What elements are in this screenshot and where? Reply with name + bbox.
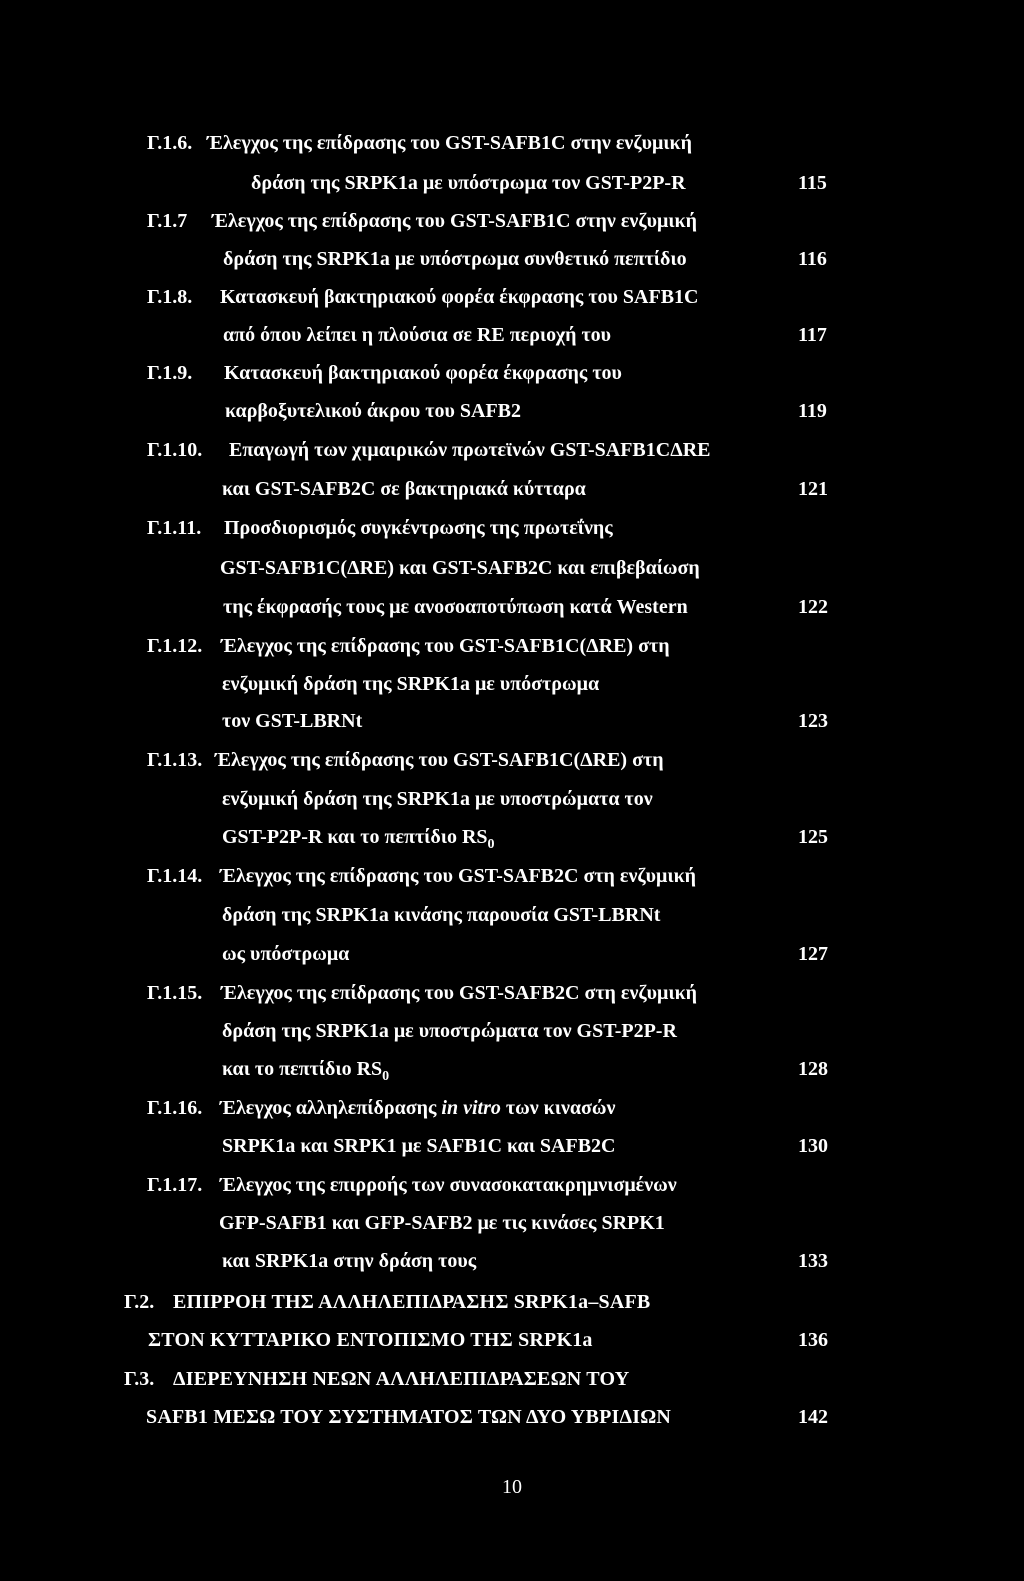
toc-entry-title: δράση της SRPK1a κινάσης παρουσία GST-LBRNt [222, 904, 661, 926]
toc-entry-number: Γ.1.6. [147, 132, 193, 154]
toc-entry-line [0, 1283, 1024, 1321]
toc-entry-line [0, 1398, 1024, 1436]
toc-entry-line [0, 896, 1024, 934]
toc-entry-title: της έκφρασής τους με ανοσοαποτύπωση κατά Western [223, 596, 688, 618]
toc-entry-number: Γ.1.9. [147, 362, 193, 384]
toc-entry-title-italic: in vitro [441, 1097, 501, 1119]
toc-entry-number: Γ.1.11. [147, 517, 202, 539]
toc-entry-line [0, 974, 1024, 1012]
toc-entry-line [0, 1012, 1024, 1050]
toc-entry-title: τον GST-LBRNt [222, 710, 363, 732]
toc-entry-title: δράση της SRPK1a με υποστρώματα τον GST-P2P-R [222, 1020, 677, 1042]
toc-entry-line [0, 354, 1024, 392]
toc-entry-number: Γ.1.12. [147, 635, 203, 657]
toc-entry-title: SRPK1a και SRPK1 με SAFB1C και SAFB2C [222, 1135, 616, 1157]
toc-entry-title: δράση της SRPK1a με υπόστρωμα συνθετικό πεπτίδιο [223, 248, 687, 270]
toc-entry-number: Γ.1.10. [147, 439, 203, 461]
toc-page-number: 122 [798, 596, 828, 618]
toc-entry-line [0, 470, 1024, 508]
toc-entry-line [0, 549, 1024, 587]
toc-entry-title: GST-SAFB1C(ΔRE) και GST-SAFB2C και επιβεβαίωση [220, 557, 700, 579]
toc-entry-title: GFP-SAFB1 και GFP-SAFB2 με τις κινάσες SRPK1 [219, 1212, 665, 1234]
toc-entry-title: ως υπόστρωμα [222, 943, 350, 965]
toc-entry-number: Γ.3. [124, 1368, 155, 1390]
toc-entry-line [0, 509, 1024, 547]
toc-entry-line [0, 780, 1024, 818]
toc-entry-title: Κατασκευή βακτηριακού φορέα έκφρασης του SAFB1C [220, 286, 699, 308]
toc-page-number: 125 [798, 826, 828, 848]
toc-entry-title: Έλεγχος της επίδρασης του GST-SAFB1C στην ενζυμική [207, 132, 692, 154]
toc-page-number: 136 [798, 1329, 828, 1351]
toc-entry-title: και GST-SAFB2C σε βακτηριακά κύτταρα [222, 478, 586, 500]
toc-entry-line [0, 588, 1024, 626]
toc-page-number: 123 [798, 710, 828, 732]
toc-page-number: 121 [798, 478, 828, 500]
toc-entry-line [0, 1360, 1024, 1398]
toc-entry-number: Γ.2. [124, 1291, 155, 1313]
toc-entry-title: ενζυμική δράση της SRPK1a με υπόστρωμα [222, 673, 600, 695]
toc-page-number: 128 [798, 1058, 828, 1080]
toc-entry-title: ενζυμική δράση της SRPK1a με υποστρώματα τον [222, 788, 653, 810]
toc-entry-line [0, 741, 1024, 779]
toc-entry-title: από όπου λείπει η πλούσια σε RE περιοχή του [223, 324, 612, 346]
toc-entry-number: Γ.1.13. [147, 749, 203, 771]
toc-page-number: 127 [798, 943, 828, 965]
toc-entry-number: Γ.1.7 [147, 210, 188, 232]
toc-entry-title: Έλεγχος της επίδρασης του GST-SAFB1C(ΔRE) στη [221, 635, 670, 657]
toc-entry-title: Έλεγχος της επίδρασης του GST-SAFB1C(ΔRE) στη [215, 749, 664, 771]
toc-entry-line [0, 1050, 1024, 1088]
toc-page-number: 115 [798, 172, 827, 194]
toc-entry-number: Γ.1.16. [147, 1097, 203, 1119]
toc-entry-title: GST-P2P-R και το πεπτίδιο $RS_0$ [222, 826, 495, 852]
toc-entry-title: καρβοξυτελικού άκρου του SAFB2 [225, 400, 521, 422]
toc-entry-line [0, 124, 1024, 162]
toc-entry-line [0, 665, 1024, 703]
toc-entry-line [0, 1127, 1024, 1165]
toc-entry-line [0, 627, 1024, 665]
toc-entry-title: Έλεγχος αλληλεπίδρασης in vitro των κινασών [220, 1097, 616, 1119]
toc-page-number: 142 [798, 1406, 828, 1428]
toc-entry-title: και SRPK1a στην δράση τους [222, 1250, 477, 1272]
toc-entry-title: ΣΤΟΝ ΚΥΤΤΑΡΙΚΟ ΕΝΤΟΠΙΣΜΟ ΤΗΣ SRPK1a [148, 1329, 593, 1351]
toc-entry-line [0, 278, 1024, 316]
toc-entry-line [0, 818, 1024, 856]
toc-entry-line [0, 702, 1024, 740]
toc-entry-title: και το πεπτίδιο $RS_0$ [222, 1058, 390, 1084]
toc-entry-title: Κατασκευή βακτηριακού φορέα έκφρασης του [224, 362, 622, 384]
toc-entry-line [0, 240, 1024, 278]
toc-entry-line [0, 1166, 1024, 1204]
toc-entry-title: Έλεγχος της επίδρασης του GST-SAFB2C στη ενζυμική [221, 982, 698, 1004]
toc-entry-line [0, 164, 1024, 202]
toc-entry-number: Γ.1.14. [147, 865, 203, 887]
toc-entry-line [0, 316, 1024, 354]
toc-entry-title: ΔΙΕΡΕΥΝΗΣΗ ΝΕΩΝ ΑΛΛΗΛΕΠΙΔΡΑΣΕΩΝ ΤΟΥ [173, 1368, 630, 1390]
toc-entry-number: Γ.1.15. [147, 982, 203, 1004]
toc-entry-line [0, 431, 1024, 469]
toc-entry-title: Έλεγχος της επίδρασης του GST-SAFB1C στην ενζυμική [212, 210, 697, 232]
toc-entry-line [0, 1204, 1024, 1242]
toc-page-number: 133 [798, 1250, 828, 1272]
toc-entry-line [0, 1242, 1024, 1280]
toc-entry-line [0, 1321, 1024, 1359]
toc-entry-title: δράση της SRPK1a με υπόστρωμα τον GST-P2P-R [251, 172, 686, 194]
toc-entry-title: Προσδιορισμός συγκέντρωσης της πρωτεΐνης [224, 517, 613, 539]
toc-entry-title: SAFB1 ΜΕΣΩ ΤΟΥ ΣΥΣΤΗΜΑΤΟΣ ΤΩΝ ΔΥΟ ΥΒΡΙΔΙΩΝ [146, 1406, 672, 1428]
toc-entry-title: Έλεγχος της επιρροής των συνασοκατακρημνισμένων [220, 1174, 677, 1196]
toc-entry-line [0, 202, 1024, 240]
toc-page-number: 117 [798, 324, 827, 346]
toc-page-number: 119 [798, 400, 827, 422]
toc-entry-line [0, 935, 1024, 973]
toc-entry-title: ΕΠΙΡΡΟΗ ΤΗΣ ΑΛΛΗΛΕΠΙΔΡΑΣΗΣ SRPK1a–SAFB [173, 1291, 651, 1313]
toc-entry-line [0, 1089, 1024, 1127]
toc-entry-number: Γ.1.17. [147, 1174, 203, 1196]
toc-entry-number: Γ.1.8. [147, 286, 193, 308]
toc-entry-title: Επαγωγή των χιμαιρικών πρωτεϊνών GST-SAFB1CΔRE [229, 439, 711, 461]
toc-page-number: 130 [798, 1135, 828, 1157]
toc-entry-line [0, 857, 1024, 895]
toc-entry-line [0, 392, 1024, 430]
toc-entry-title: Έλεγχος της επίδρασης του GST-SAFB2C στη ενζυμική [220, 865, 697, 887]
toc-page-number: 116 [798, 248, 827, 270]
page-number-footer: 10 [502, 1476, 522, 1498]
